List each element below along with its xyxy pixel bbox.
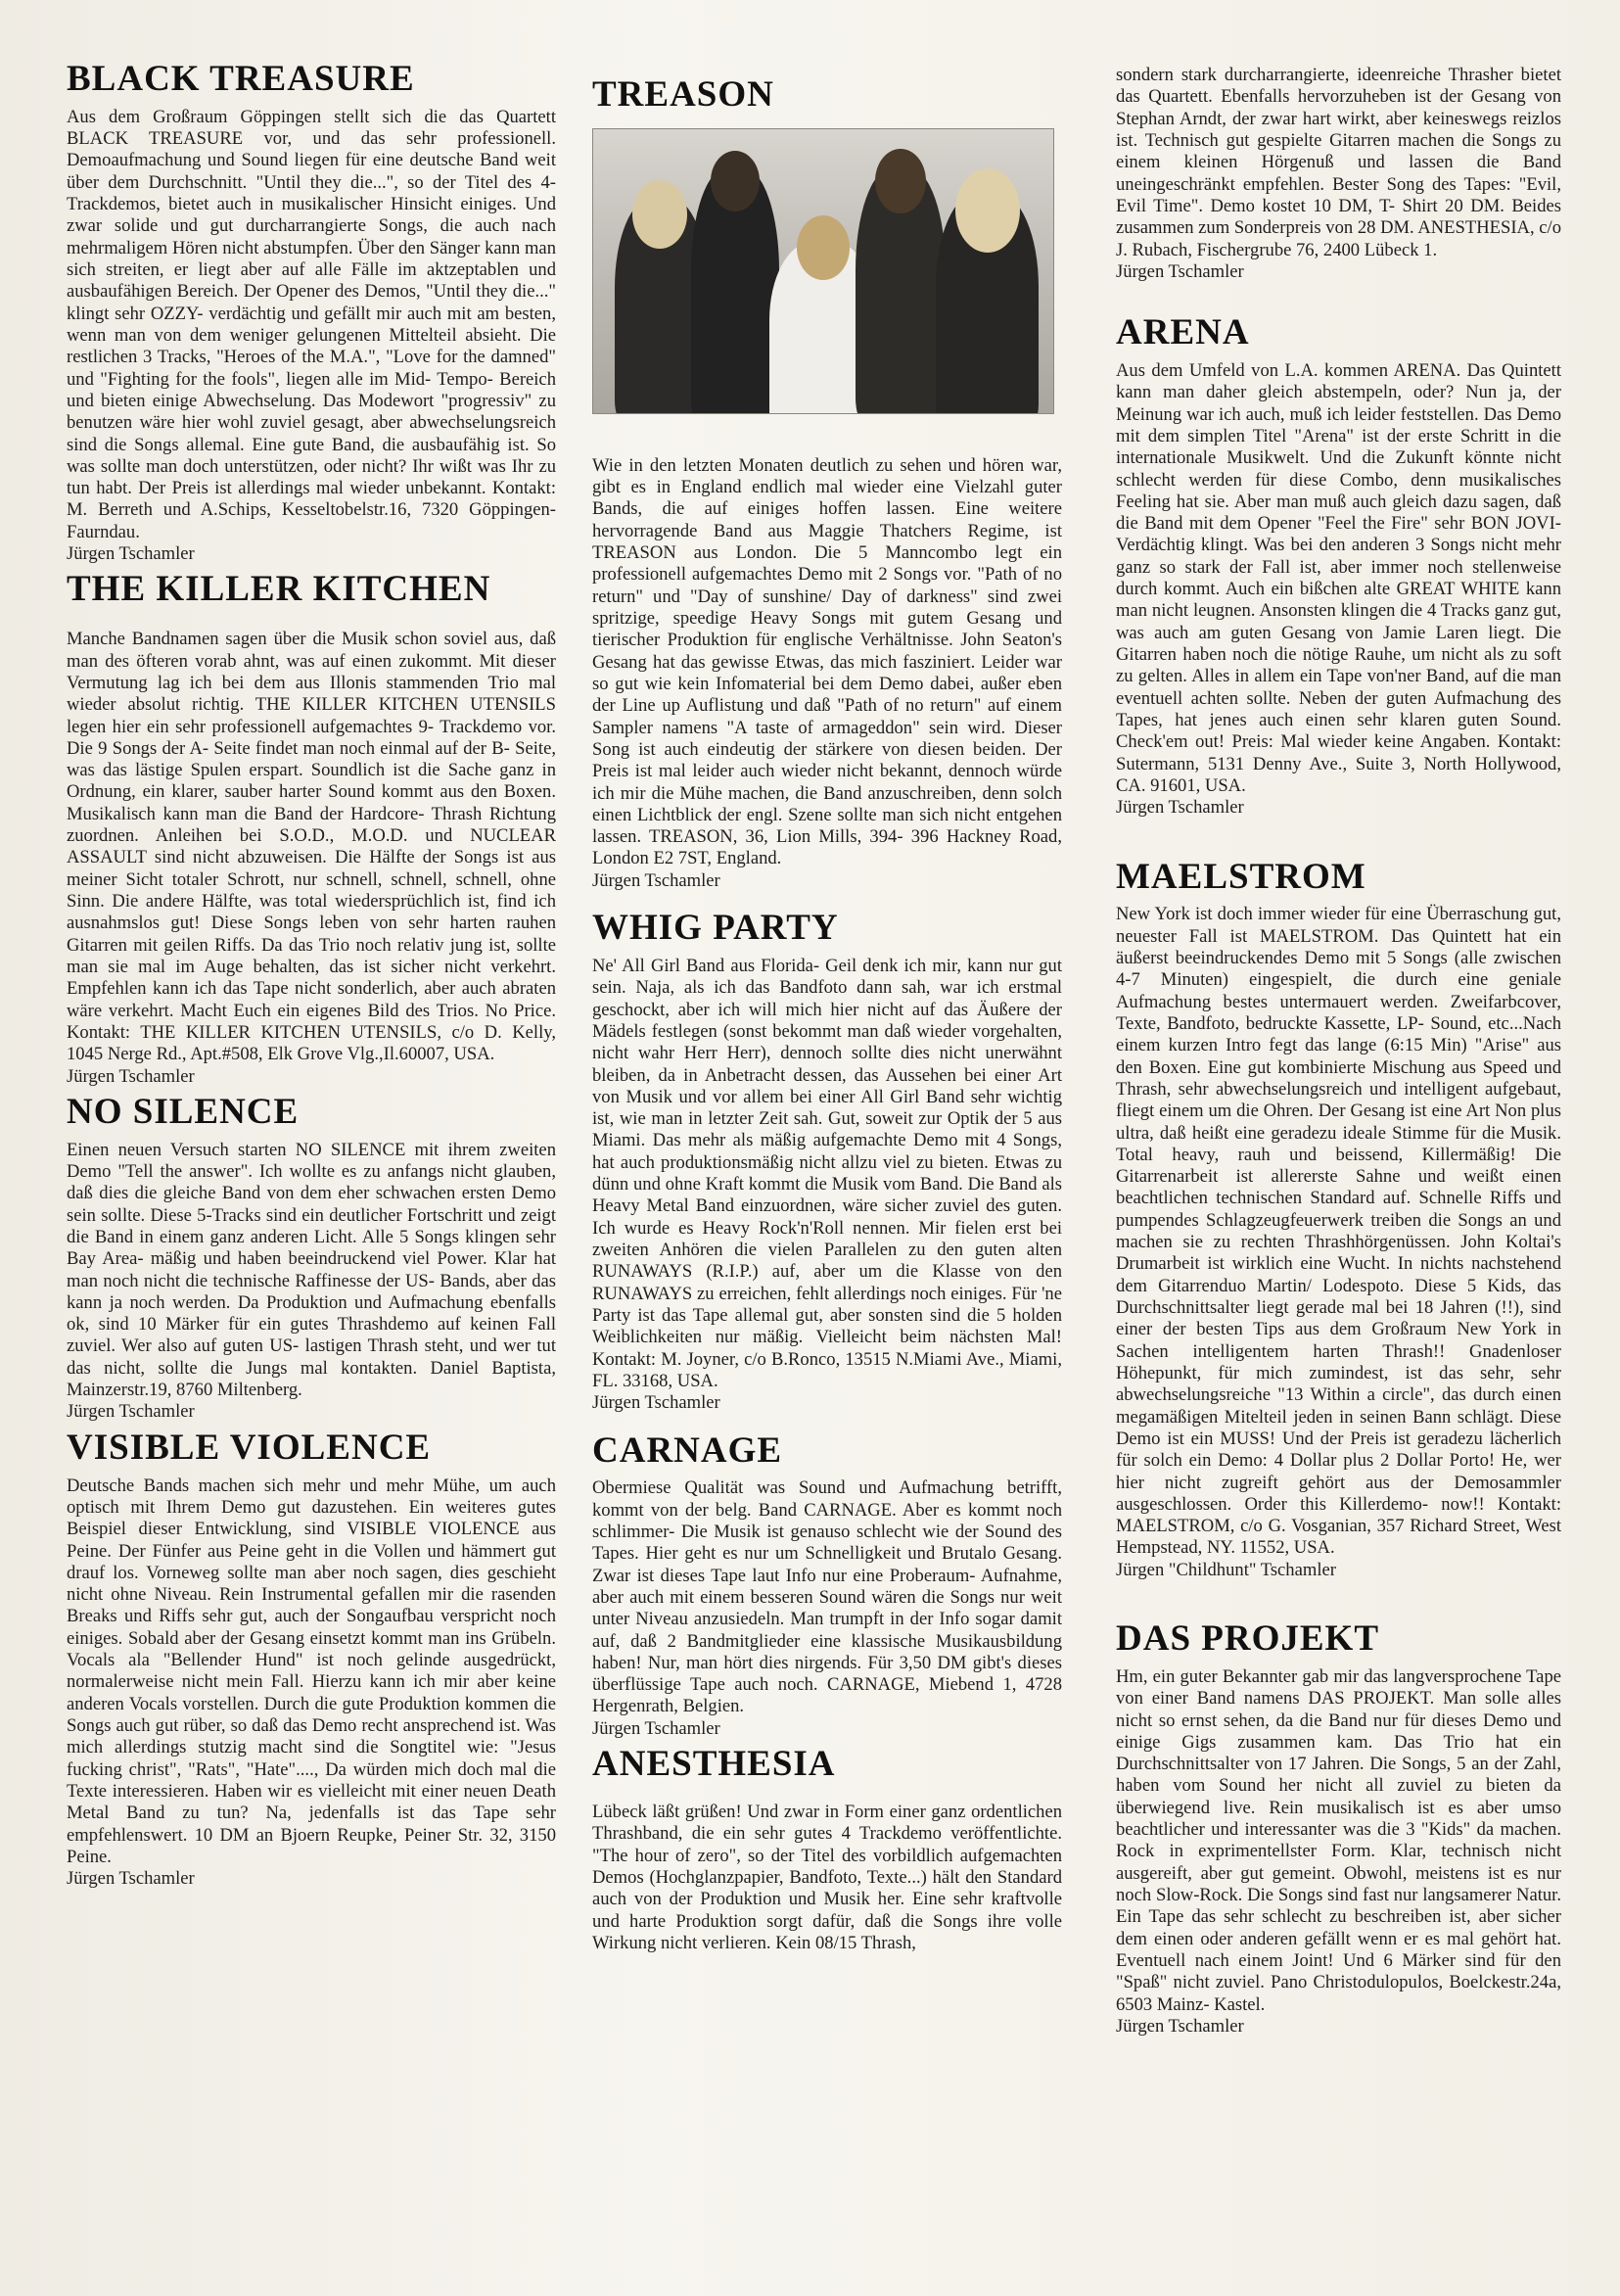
article-author: Jürgen Tschamler (67, 1401, 195, 1423)
article-body: New York ist doch immer wieder für eine Überraschung gut, neuester Fall ist MAELSTROM. Das Quintett hat ein äußerst beeindruckendes Demo mit 5 Songs (alle zwischen 4-7 Minuten) eingespielt, die durch eine geniale Aufmachung bestes untermauert werden. Zweifarbcover, Texte, Bandfoto, bedruckte Kassette, LP- Sound, etc...Nach einem kurzen Intro fegt das lange (6:15 Min) "Arise" aus den Boxen. Eine gut kombinierte Mischung aus Speed und Thrash, sehr abwechselungsreich und intelligent aufgebaut, fliegt einem um die Ohren. Der Gesang ist eine Art Non plus ultra, daß heißt eine geradezu ideale Stimme für die Musik. Total heavy, rauh und beissend, Killermäßig! Die Gitarrenarbeit ist allererste Sahne und weißt einen beachtlichen technischen Standard auf. Schnelle Riffs und pumpendes Schlagzeugfeuerwerk treiben die Songs an und machen sie zu rechten Thrashhörgenüssen. John Koltai's Drumarbeit ist wirklich eine Wucht. In nichts nachstehend dem Gitarrenduo Martin/ Lodespoto. Diese 5 Kids, das Durchschnittsalter liegt gerade mal bei 18 Jahren (!!), sind einer der besten Tips aus dem Großraum New York in Sachen intelligentem harten Thrash!! Gnadenloser Höhepunkt, für mich zumindest, ist das sehr, sehr abwechselungsreiche "13 Within a circle", das durch einen megamäßigen Mitelteil jeden in seinen Bann schlägt. Diese Demo ist ein MUSS! Und der Preis ist geradezu lächerlich für solch ein Demo: 4 Dollar plus 2 Dollar Porto! He, wer hier nicht zugreift gehört aus der Demosammler ausgeschlossen. Order this Killerdemo- now!! Kontakt: MAELSTROM, c/o G. Vosganian, 357 Richard Street, West Hempstead, NY. 11552, USA. (1116, 904, 1561, 1559)
article-whig-party (592, 910, 1062, 1414)
article-body: Manche Bandnamen sagen über die Musik schon soviel aus, daß man des öfteren vorab ahnt, was auf einen zukommt. Mit dieser Vermutung lag ich bei dem aus Illonis stammenden Trio mal wieder absolut richtig. THE KILLER KITCHEN UTENSILS legen hier ein sehr professionell aufgemachtes 9- Trackdemo vor. Die 9 Songs der A- Seite findet man noch einmal auf der B- Seite, was das lästige Spulen erspart. Soundlich ist die Sache ganz in Ordnung, ein klarer, sauber harter Sound kommt aus den Boxen. Musikalisch kann man die Band der Hardcore- Thrash Richtung zuordnen. Anleihen bei S.O.D., M.O.D. und NUCLEAR ASSAULT sind nicht abzuweisen. Die Hälfte der Songs ist aus meiner Sicht totaler Schrott, nur schnell, schnell, schnell, ohne Sinn. Die andere Hälfte, was total wiedersprüchlich ist, find ich ausnahmslos gut! Diese Songs leben von sehr harten rauhen Gitarren mit geilen Riffs. Da das Trio noch relativ jung ist, sollte man sie mal im Auge behalten, das ist sicher nicht verkehrt. Empfehlen kann ich das Tape nicht sonderlich, aber auch abraten wäre verkehrt. Macht Euch ein eigenes Bild des Trios. No Price. Kontakt: THE KILLER KITCHEN UTENSILS, c/o D. Kelly, 1045 Nerge Rd., Apt.#508, Elk Grove Vlg.,Il.60007, USA. (67, 629, 556, 1065)
article-title: THE KILLER KITCHEN (67, 569, 491, 610)
article-title: BLACK TREASURE (67, 59, 415, 99)
column-right (1116, 65, 1561, 2043)
article-body: Wie in den letzten Monaten deutlich zu sehen und hören war, gibt es in England endlich mal wieder eine Vielzahl guter Bands, die auf einiges hoffen lassen. Eine weitere hervorragende Band aus Maggie Thatchers Regime, ist TREASON aus London. Die 5 Manncombo legt ein professionell aufgemachtes Demo mit 2 Songs vor. "Path of no return" und "Day of sunshine/ Day of darkness" sind zwei spritzige, speedige Heavy Songs mit gutem Gesang und tierischer Produktion für englische Verhältnisse. John Seaton's Gesang hat das gewisse Etwas, das mich fasziniert. Leider war so gut wie kein Infomaterial bei dem Demo dabei, außer eben der Line up Auflistung und daß "Path of no return" auf einem Sampler namens "A taste of armageddon" sein wird. Dieser Song ist auch eindeutig der stärkere von diesen beiden. Der Preis ist mal leider auch wieder nicht bekannt, dennoch würde ich mir die Mühe machen, die Band anzuschreiben, denn solch einen Lichtblick der engl. Szene sollte man sich nicht entgehen lassen. TREASON, 36, Lion Mills, 394- 396 Hackney Road, London E2 7ST, England. (592, 454, 1062, 869)
article-carnage (592, 1429, 1062, 1741)
article-visible-violence (67, 1429, 556, 1891)
article-body: Lübeck läßt grüßen! Und zwar in Form einer ganz ordentlichen Thrashband, die ein sehr gutes 4 Trackdemo veröffentlichte. "The hour of zero", so der Titel des vorbildlich aufgemachten Demos (Hochglanzpapier, Bandfoto, Texte...) hält den Standard auch von der Produktion und Musik her. Eine sehr kraftvolle und harte Produktion sorgt dafür, daß die Songs ihre volle Wirkung nicht verlieren. Kein 08/15 Thrash, (592, 1801, 1062, 1953)
article-body: Deutsche Bands machen sich mehr und mehr Mühe, um auch optisch mit Ihrem Demo gut dazustehen. Ein weiteres gutes Beispiel dieser Entwicklung, sind VISIBLE VIOLENCE aus Peine. Der Fünfer aus Peine geht in die Vollen und hämmert gut drauf los. Vorneweg sollte man aber noch sagen, dies geschieht nicht ohne Niveau. Rein Instrumental gefallen mir die rasenden Breaks und Riffs sehr gut, auch der Songaufbau verspricht noch einiges. Sobald aber der Gesang einsetzt kommt man ins Grübeln. Vocals ala "Bellender Hund" ist noch gelinde ausgedrückt, normalerweise nicht mein Fall. Hierzu kann ich mir aber keine anderen Vocals vorstellen. Durch die gute Produktion kommen die Songs auch gut rüber, so daß das Demo recht ansprechend ist. Was mich allerdings stutzig macht sind die Songtitel wie: "Jesus fucking christ", "Rats", "Hate"...., Da würden mich doch mal die Texte interessieren. Haben wir es vielleicht mit einer neuen Death Metal Band zu tun? Na, jedenfalls ist das Tape sehr empfehlenswert. 10 DM an Bjoern Reupke, Peiner Str. 32, 3150 Peine. (67, 1475, 556, 1867)
article-body: Ne' All Girl Band aus Florida- Geil denk ich mir, kann nur gut sein. Naja, als ich das Bandfoto dann sah, war ich erstmal geschockt, aber ich will mich hier nicht auf das Äußere der Mädels festlegen (sonst bekommt man daß wieder vorgehalten, nicht wahr Herr Herr), dennoch sollte dies nicht unerwähnt bleiben, da in Anbetracht dessen, das Aussehen bei einer Art von Musik und vor allem bei einer All Girl Band sehr wichtig ist, wie man in letzter Zeit sah. Gut, soweit zur Optik der 5 aus Miami. Das mehr als mäßig aufgemachte Demo mit 4 Songs, hat auch produktionsmäßig nicht allzu viel zu bieten. Etwas zu dünn und ohne Kraft kommt die Musik vom Band. Die Band als Heavy Metal Band einzuordnen, wäre sicher zuviel des guten. Ich wurde es Heavy Rock'n'Roll nennen. Mir fielen erst bei zweiten Anhören die vielen Parallelen zu den guten alten RUNAWAYS (R.I.P.) auf, aber um die Klasse von den RUNAWAYS zu erreichen, fehlt allerdings noch einiges. Für 'ne Party ist das Tape allemal gut, aber sonsten sind die 5 holden Weiblichkeiten nur mäßig. Vielleicht beim nächsten Mal! Kontakt: M. Joyner, c/o B.Ronco, 13515 N.Miami Ave., Miami, FL. 33168, USA. (592, 955, 1062, 1391)
article-title: VISIBLE VIOLENCE (67, 1427, 432, 1468)
article-black-treasure (67, 61, 556, 565)
article-title: ANESTHESIA (592, 1744, 836, 1785)
article-title: CARNAGE (592, 1429, 783, 1471)
article-maelstrom (1116, 856, 1561, 1582)
article-anesthesia-continued (1116, 65, 1561, 283)
article-title: MAELSTROM (1116, 856, 1366, 897)
article-killer-kitchen (67, 571, 556, 1087)
article-treason (592, 76, 1062, 892)
article-no-silence (67, 1091, 556, 1424)
article-author: Jürgen Tschamler (592, 1392, 720, 1414)
article-author: Jürgen Tschamler (67, 543, 195, 565)
article-author: Jürgen Tschamler (592, 869, 720, 891)
article-author: Jürgen Tschamler (67, 1065, 195, 1087)
article-anesthesia (592, 1746, 1062, 1954)
column-left (67, 61, 556, 1897)
article-author: Jürgen Tschamler (1116, 797, 1244, 819)
article-arena (1116, 314, 1561, 819)
article-body: sondern stark durcharrangierte, ideenreiche Thrasher bietet das Quartett. Ebenfalls hervorzuheben ist der Gesang von Stephan Arndt, der zwar hart wirkt, aber keineswegs reizlos ist. Technisch gut gespielte Gitarren machen die Songs zu einem kleinen Hörgenuß und lassen die Band uneingeschränkt empfehlen. Bester Song des Tapes: "Evil, Evil Time". Demo kostet 10 DM, T- Shirt 20 DM. Beides zusammen zum Sonderpreis von 28 DM. ANESTHESIA, c/o J. Rubach, Fischergrube 76, 2400 Lübeck 1. (1116, 65, 1561, 260)
column-middle (592, 76, 1062, 1954)
article-body: Aus dem Großraum Göppingen stellt sich die das Quartett BLACK TREASURE vor, und das sehr professionell. Demoaufmachung und Sound liegen für eine deutsche Band weit über dem Durchschnitt. "Until they die...", so der Titel des 4- Trackdemos, bietet auch in musikalischer Hinsicht einiges. Und zwar solide und gut durcharrangierte Songs, die auch nach mehrmaligem Hören nicht abstumpfen. Über den Sänger kann man sich streiten, er liegt aber auf alle Fälle im aktzeptablen und ausbaufähigen Bereich. Der Opener des Demos, "Until they die..." klingt sehr OZZY- verdächtig und gefällt mir auch mit am besten, wenn man von dem weniger gelungenen Mittelteil absieht. Die restlichen 3 Tracks, "Heroes of the M.A.", "Love for the damned" und "Fighting for the fools", liegen alle im Mid- Tempo- Bereich und bieten einige Abwechselung. Das Modewort "progressiv" zu benutzen wäre hier wohl zuviel gesagt, aber abwechselungsreich sind die Songs allemal. Eine gute Band, die ausbaufähig ist. So was sollte man doch unterstützen, oder nicht? Ihr wißt was Ihr zu tun habt. Der Preis ist allerdings mal wieder unbekannt. Kontakt: M. Berreth und A.Schips, Kesseltobelstr.16, 7320 Göppingen- Faurndau. (67, 106, 556, 542)
article-author: Jürgen Tschamler (1116, 260, 1244, 282)
article-author: Jürgen Tschamler (1116, 2015, 1244, 2037)
band-photo (592, 128, 1054, 414)
article-body: Einen neuen Versuch starten NO SILENCE mit ihrem zweiten Demo "Tell the answer". Ich wollte es zu anfangs nicht glauben, daß dies die gleiche Band von dem eher schwachen ersten Demo sein sollte. Diese 5-Tracks sind ein deutlicher Fortschritt und zeigt die Band in einem ganz anderen Licht. Alle 5 Songs klingen sehr Bay Area- mäßig und haben beeindruckend viel Power. Klar hat man noch nicht die technische Raffinesse der US- Bands, aber das kann ja noch werden. Da Produktion und Aufmachung ebenfalls ok, sind 10 Märker für ein gutes Thrashdemo auf keinen Fall zuviel. Wer also auf guten US- lastigen Thrash steht, und wer tut das nicht, sollte die Jungs mal kontakten. Daniel Baptista, Mainzerstr.19, 8760 Miltenberg. (67, 1139, 556, 1401)
article-title: NO SILENCE (67, 1091, 300, 1132)
article-body: Obermiese Qualität was Sound und Aufmachung betrifft, kommt von der belg. Band CARNAGE. Aber es kommt noch schlimmer- Die Musik ist genauso schlecht wie der Sound des Tapes. Hier geht es nur um Schnelligkeit und Brutalo Gesang. Zwar ist dieses Tape laut Info nur eine Proberaum- Aufnahme, aber auch mit einem besseren Sound wären die Songs nur weit unter Niveau anzusiedeln. Man trumpft in der Info sogar damit auf, daß 2 Bandmitglieder eine klassische Musikausbildung haben! Nur, man hört dies nirgends. Für 3,50 DM gibt's dieses überflüssige Tape auch noch. CARNAGE, Miebend 1, 4728 Hergenrath, Belgien. (592, 1477, 1062, 1717)
article-author: Jürgen Tschamler (592, 1717, 720, 1739)
article-title: TREASON (592, 74, 774, 115)
article-title: DAS PROJEKT (1116, 1618, 1380, 1660)
article-body: Aus dem Umfeld von L.A. kommen ARENA. Das Quintett kann man daher gleich abstempeln, oder? Nun ja, der Meinung war ich auch, muß ich leider feststellen. Das Demo mit dem simplen Titel "Arena" ist der erste Schritt in die internationale Musikwelt. Und die Zukunft könnte nicht schlecht werden für diese Combo, denn musikalisches Feeling hat sie. Aber man muß auch gleich dazu sagen, daß die Band mit dem Opener "Feel the Fire" sehr BON JOVI-Verdächtig klingt. Was bei den anderen 3 Songs nicht mehr ganz so stark der Fall ist, aber immer noch stellenweise durch kommt. Auch ein bißchen alte GREAT WHITE kann man nicht leugnen. Ansonsten klingen die 4 Tracks ganz gut, was auch am guten Gesang von Jamie Laren liegt. Die Gitarren haben noch die nötige Rauhe, um nicht als zu soft zu gelten. Alles in allem ein Tape von'ner Band, auf die man eventuell achten sollte. Neben der guten Aufmachung des Tapes, hat jenes auch einen sehr klaren guten Sound. Check'em out! Preis: Mal wieder keine Angaben. Kontakt: Sutermann, 5131 Denny Ave., Suite 3, North Hollywood, CA. 91601, USA. (1116, 359, 1561, 796)
article-title: WHIG PARTY (592, 908, 839, 949)
article-title: ARENA (1116, 312, 1250, 353)
article-body: Hm, ein guter Bekannter gab mir das langversprochene Tape von einer Band namens DAS PROJEKT. Man solle alles nicht so ernst sehen, da die Band nur für dieses Demo und einige Gigs zusammen kam. Das Trio hat ein Durchschnittsalter von 17 Jahren. Die Songs, 5 an der Zahl, haben vom Sound her nicht all zuviel zu bieten da überwiegend live. Rein musikalisch ist es aber umso beachtlicher und interessanter was die 3 "Kids" da machen. Rock in exprimentellster Form. Klar, technisch nicht ausgereift, aber gut gemeint. Obwohl, meistens ist es nur noch Slow-Rock. Die Songs sind fast nur langsamerer Natur. Ein Tape das sehr schlecht zu beschreiben ist, aber sicher dem einen oder anderen gefällt wenn er es mal gehört hat. Eventuell nach einem Joint! Und 6 Märker sind für den "Spaß" nicht zuviel. Pano Christodulopulos, Boelckestr.24a, 6503 Mainz- Kastel. (1116, 1665, 1561, 2015)
article-author: Jürgen "Childhunt" Tschamler (1116, 1559, 1336, 1580)
article-das-projekt (1116, 1620, 1561, 2038)
article-author: Jürgen Tschamler (67, 1868, 195, 1890)
